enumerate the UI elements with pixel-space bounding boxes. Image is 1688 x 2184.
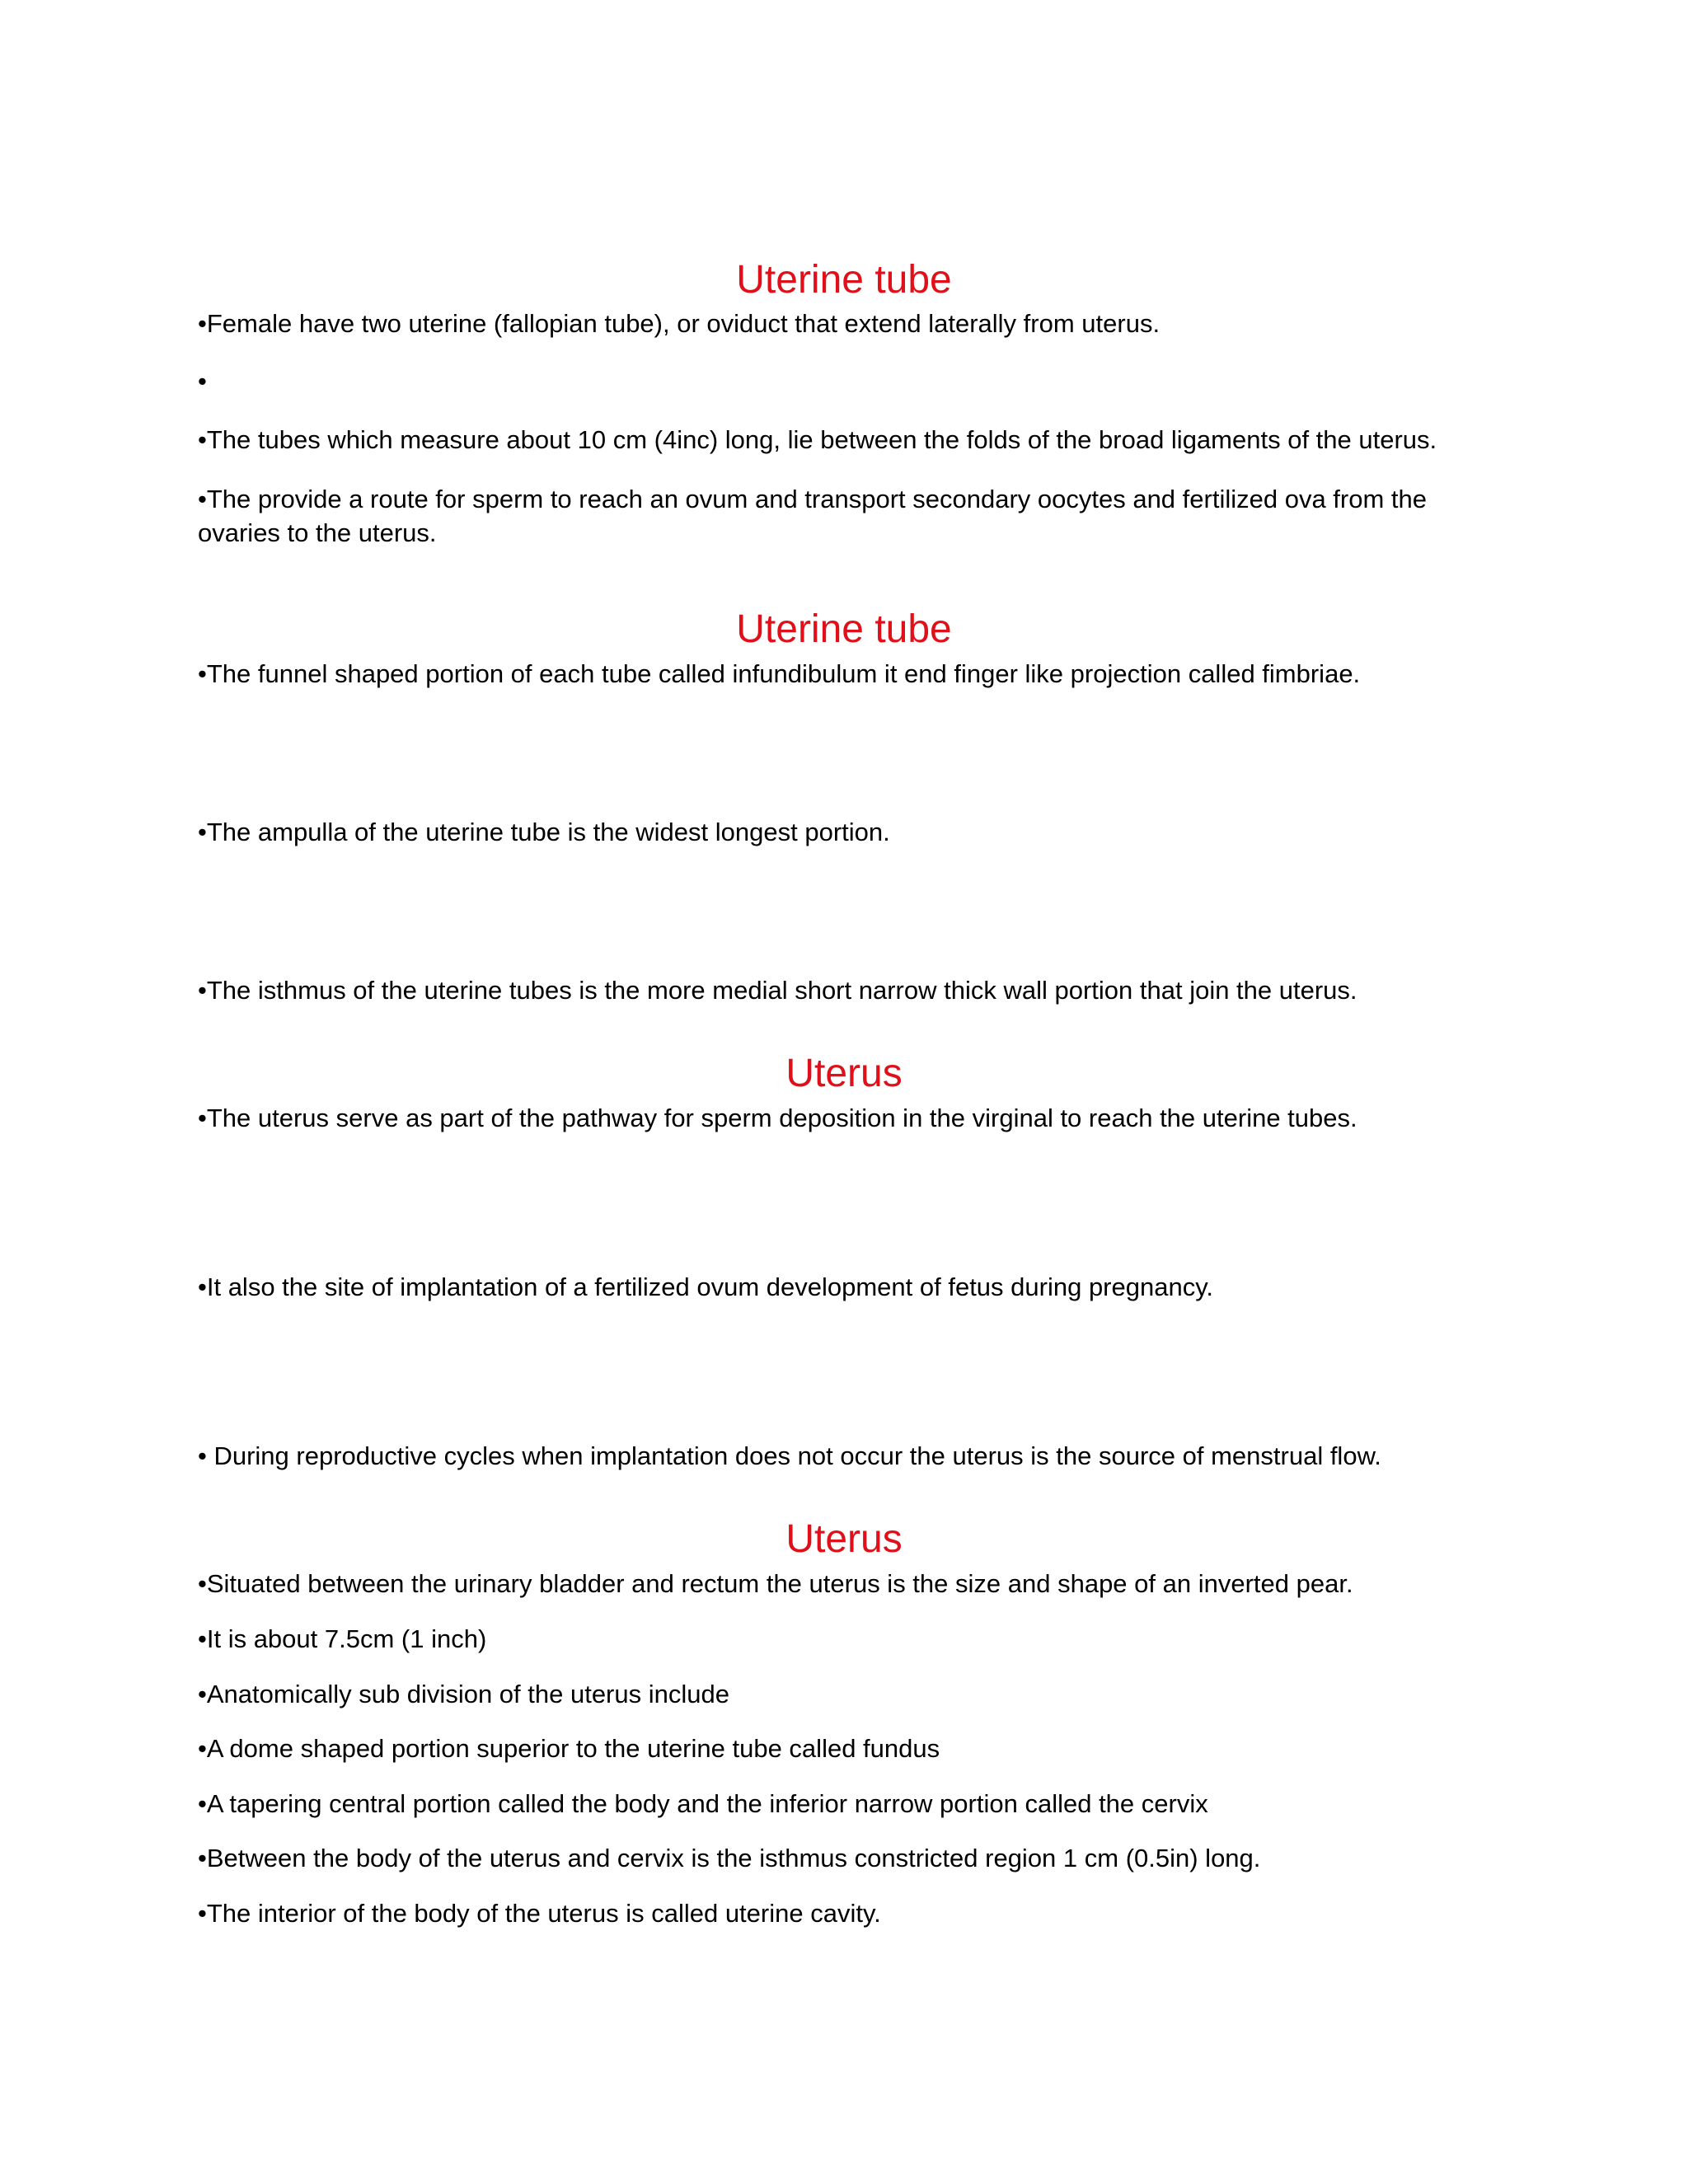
section-heading: Uterus (785, 1052, 903, 1095)
bullet-item: •The interior of the body of the uterus is called uterine cavity. (198, 1899, 881, 1928)
section-heading: Uterus (785, 1517, 903, 1561)
bullet-item: • (198, 367, 207, 396)
bullet-item: •The tubes which measure about 10 cm (4inc) long, lie between the folds of the broad ligaments of the uterus. (198, 425, 1437, 454)
bullet-item: •A dome shaped portion superior to the uterine tube called fundus (198, 1734, 940, 1763)
bullet-item: •Female have two uterine (fallopian tube), or oviduct that extend laterally from uterus. (198, 309, 1160, 338)
bullet-item: •The ampulla of the uterine tube is the widest longest portion. (198, 818, 890, 846)
bullet-item: •A tapering central portion called the body and the inferior narrow portion called the cervix (198, 1789, 1208, 1818)
bullet-item: •Anatomically sub division of the uterus include (198, 1680, 729, 1708)
bullet-item: •The isthmus of the uterine tubes is the more medial short narrow thick wall portion that join the uterus. (198, 976, 1357, 1005)
bullet-item: •It also the site of implantation of a fertilized ovum development of fetus during pregnancy. (198, 1272, 1214, 1301)
bullet-item: •Between the body of the uterus and cervix is the isthmus constricted region 1 cm (0.5in) long. (198, 1844, 1261, 1872)
bullet-item: •Situated between the urinary bladder and rectum the uterus is the size and shape of an inverted pear. (198, 1569, 1353, 1598)
bullet-item: • During reproductive cycles when implantation does not occur the uterus is the source of menstrual flow. (198, 1441, 1381, 1470)
bullet-item: •It is about 7.5cm (1 inch) (198, 1624, 487, 1653)
section-heading: Uterine tube (736, 607, 952, 651)
section-heading: Uterine tube (736, 258, 952, 302)
bullet-item: •The uterus serve as part of the pathway for sperm deposition in the virginal to reach the uterine tubes. (198, 1104, 1357, 1132)
bullet-item: •The provide a route for sperm to reach an ovum and transport secondary oocytes and fertilized ova from the ovaries to the uterus. (198, 485, 1428, 547)
bullet-item: •The funnel shaped portion of each tube called infundibulum it end finger like projection called fimbriae. (198, 659, 1361, 688)
